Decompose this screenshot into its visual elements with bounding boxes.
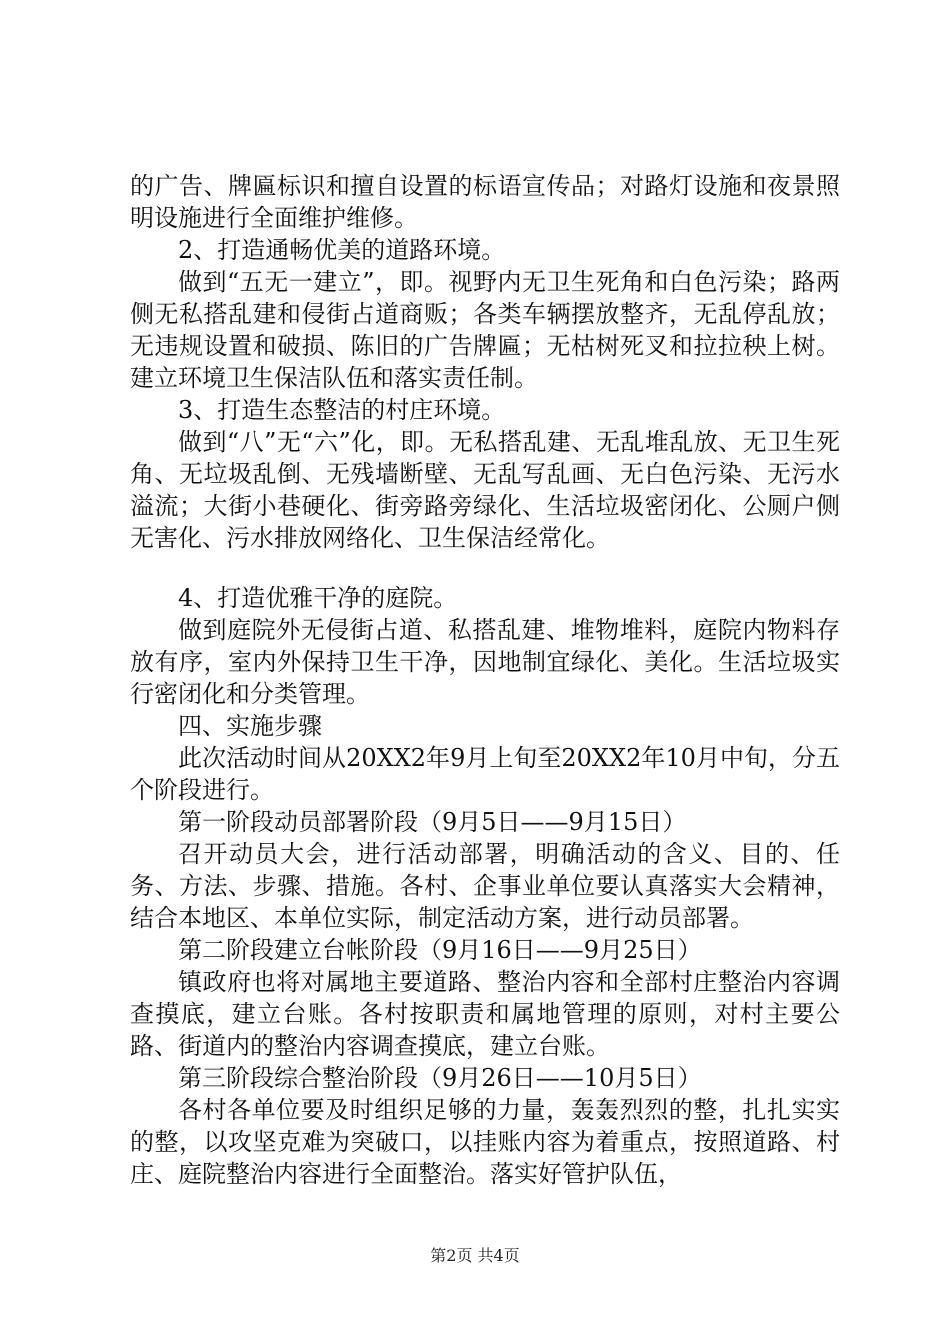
heading-road-environment: 2、打造通畅优美的道路环境。: [178, 236, 506, 264]
paragraph-gap: [130, 554, 840, 582]
heading-phase-three: 第三阶段综合整治阶段（9月26日——10月5日）: [178, 1064, 702, 1092]
heading-village-environment: 3、打造生态整洁的村庄环境。: [178, 396, 506, 424]
paragraph-activity-period: 此次活动时间从20XX2年9月上旬至20XX2年10月中旬，分五个阶段进行。: [130, 744, 840, 804]
paragraph-courtyard-standards: 做到庭院外无侵街占道、私搭乱建、堆物堆料，庭院内物料存放有序，室内外保持卫生干净，因地制宜绿化、美化。生活垃圾实行密闭化和分类管理。: [130, 616, 840, 708]
paragraph-village-standards: 做到“八”无“六”化，即。无私搭乱建、无乱堆乱放、无卫生死角、无垃圾乱倒、无残墙断壁、无乱写乱画、无白色污染、无污水溢流；大街小巷硬化、街旁路旁绿化、生活垃圾密闭化、公厕户侧无害化、污水排放网络化、卫生保洁经常化。: [130, 428, 840, 552]
section-heading-steps: 四、实施步骤: [178, 712, 322, 740]
paragraph-phase-one: 召开动员大会，进行活动部署，明确活动的含义、目的、任务、方法、步骤、措施。各村、企事业单位要认真落实大会精神，结合本地区、本单位实际，制定活动方案，进行动员部署。: [130, 840, 840, 932]
document-body: [130, 170, 840, 1190]
paragraph-phase-three: 各村各单位要及时组织足够的力量，轰轰烈烈的整，扎扎实实的整，以攻坚克难为突破口，以挂账内容为着重点，按照道路、村庄、庭院整治内容进行全面整治。落实好管护队伍，: [130, 1096, 840, 1188]
paragraph-continuation: 的广告、牌匾标识和擅自设置的标语宣传品；对路灯设施和夜景照明设施进行全面维护维修。: [130, 172, 840, 232]
heading-courtyard: 4、打造优雅干净的庭院。: [178, 584, 458, 612]
paragraph-phase-two: 镇政府也将对属地主要道路、整治内容和全部村庄整治内容调查摸底，建立台账。各村按职责和属地管理的原则，对村主要公路、街道内的整治内容调查摸底，建立台账。: [130, 968, 840, 1060]
page-number-footer: 第2页 共4页: [430, 1246, 520, 1265]
paragraph-road-standards: 做到“五无一建立”，即。视野内无卫生死角和白色污染；路两侧无私搭乱建和侵街占道商贩；各类车辆摆放整齐，无乱停乱放；无违规设置和破损、陈旧的广告牌匾；无枯树死叉和拉拉秧上树。建立环境卫生保洁队伍和落实责任制。: [130, 268, 840, 392]
heading-phase-two: 第二阶段建立台帐阶段（9月16日——9月25日）: [178, 936, 702, 964]
heading-phase-one: 第一阶段动员部署阶段（9月5日——9月15日）: [178, 808, 687, 836]
